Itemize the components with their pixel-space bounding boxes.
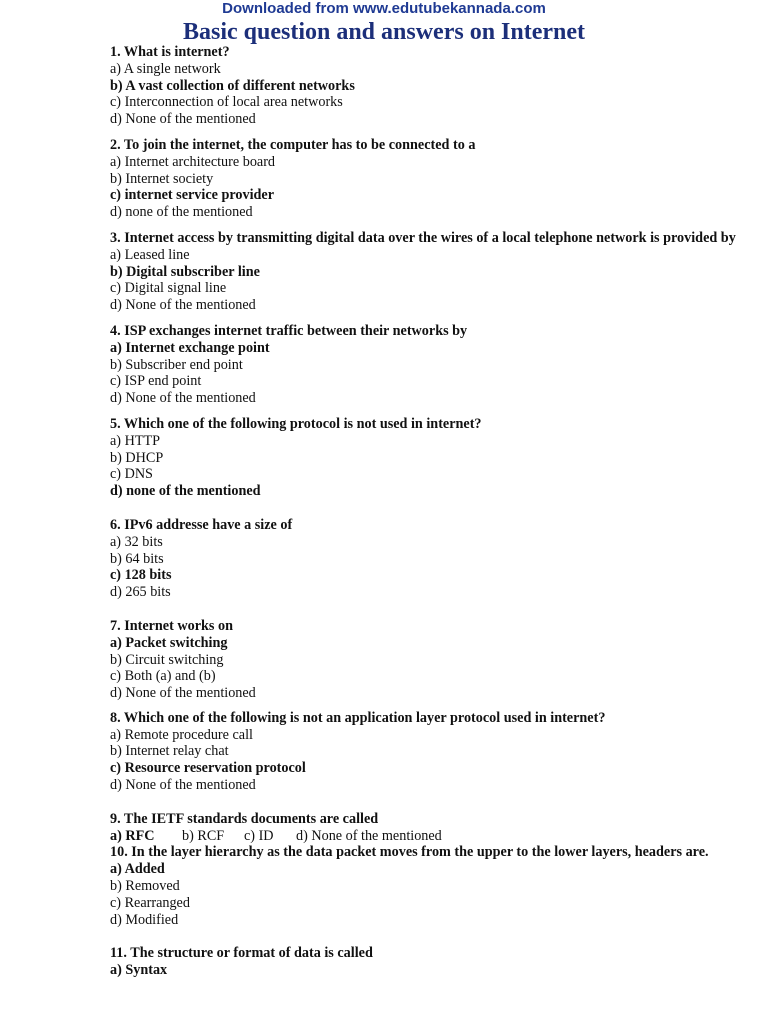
option: b) RCF: [182, 827, 225, 844]
option: a) Leased line: [110, 246, 190, 263]
option: c) DNS: [110, 466, 153, 483]
correct-option: a) RFC: [110, 827, 155, 844]
option: c) Digital signal line: [110, 280, 227, 297]
option: d) None of the mentioned: [110, 777, 256, 794]
option: c) Both (a) and (b): [110, 668, 216, 685]
correct-option: d) none of the mentioned: [110, 483, 261, 500]
option: a) A single network: [110, 60, 221, 77]
question-text: 9. The IETF standards documents are called: [110, 810, 379, 827]
option: c) ID: [244, 827, 274, 844]
question-text: 1. What is internet?: [110, 44, 230, 60]
question-list: [110, 44, 742, 979]
option: d) None of the mentioned: [296, 827, 442, 844]
option: b) 64 bits: [110, 550, 164, 567]
correct-option: c) 128 bits: [110, 567, 172, 584]
question-8: [110, 710, 742, 794]
question-text: 5. Which one of the following protocol is not used in internet?: [110, 415, 482, 432]
correct-option: a) Internet exchange point: [110, 339, 270, 356]
question-6: [110, 517, 742, 601]
option: b) Internet relay chat: [110, 743, 229, 760]
question-2: [110, 137, 742, 221]
option: d) None of the mentioned: [110, 297, 256, 314]
option: b) DHCP: [110, 449, 164, 466]
option: d) None of the mentioned: [110, 111, 256, 128]
question-10: [110, 844, 742, 928]
question-text: 10. In the layer hierarchy as the data packet moves from the upper to the lower layers, headers are.: [110, 844, 709, 861]
option: a) Internet architecture board: [110, 153, 276, 170]
question-text: 2. To join the internet, the computer has to be connected to a: [110, 136, 476, 153]
option: b) Removed: [110, 878, 180, 895]
inline-options: [110, 828, 742, 845]
option: d) Modified: [110, 911, 179, 928]
question-text: 3. Internet access by transmitting digital data over the wires of a local telephone network is provided by: [110, 229, 736, 246]
correct-option: a) Added: [110, 861, 165, 878]
option: d) None of the mentioned: [110, 390, 256, 407]
option: d) 265 bits: [110, 584, 171, 601]
question-7: [110, 618, 742, 702]
question-text: 11. The structure or format of data is called: [110, 945, 373, 962]
question-text: 4. ISP exchanges internet traffic between their networks by: [110, 322, 468, 339]
correct-option: b) Digital subscriber line: [110, 263, 260, 280]
option: c) Rearranged: [110, 894, 190, 911]
question-5: [110, 416, 742, 500]
correct-option: a) Syntax: [110, 962, 168, 979]
option: d) None of the mentioned: [110, 685, 256, 702]
option: a) Remote procedure call: [110, 726, 253, 743]
question-text: 8. Which one of the following is not an application layer protocol used in internet?: [110, 709, 606, 726]
option: c) ISP end point: [110, 373, 202, 390]
question-text: 6. IPv6 addresse have a size of: [110, 516, 293, 533]
option: a) 32 bits: [110, 533, 163, 550]
source-banner: Downloaded from www.edutubekannada.com: [222, 0, 546, 17]
option: d) none of the mentioned: [110, 204, 253, 221]
question-11: [110, 945, 742, 979]
question-1: [110, 44, 742, 128]
option: b) Circuit switching: [110, 651, 224, 668]
option: a) HTTP: [110, 432, 161, 449]
option: b) Subscriber end point: [110, 356, 243, 373]
correct-option: c) internet service provider: [110, 187, 275, 204]
page-title: Basic question and answers on Internet: [182, 19, 586, 45]
correct-option: a) Packet switching: [110, 634, 228, 651]
option: b) Internet society: [110, 170, 214, 187]
option: c) Interconnection of local area networks: [110, 94, 343, 111]
question-9: [110, 811, 742, 845]
question-3: [110, 230, 742, 314]
correct-option: c) Resource reservation protocol: [110, 760, 306, 777]
question-4: [110, 323, 742, 407]
question-text: 7. Internet works on: [110, 617, 233, 634]
correct-option: b) A vast collection of different networks: [110, 77, 355, 94]
